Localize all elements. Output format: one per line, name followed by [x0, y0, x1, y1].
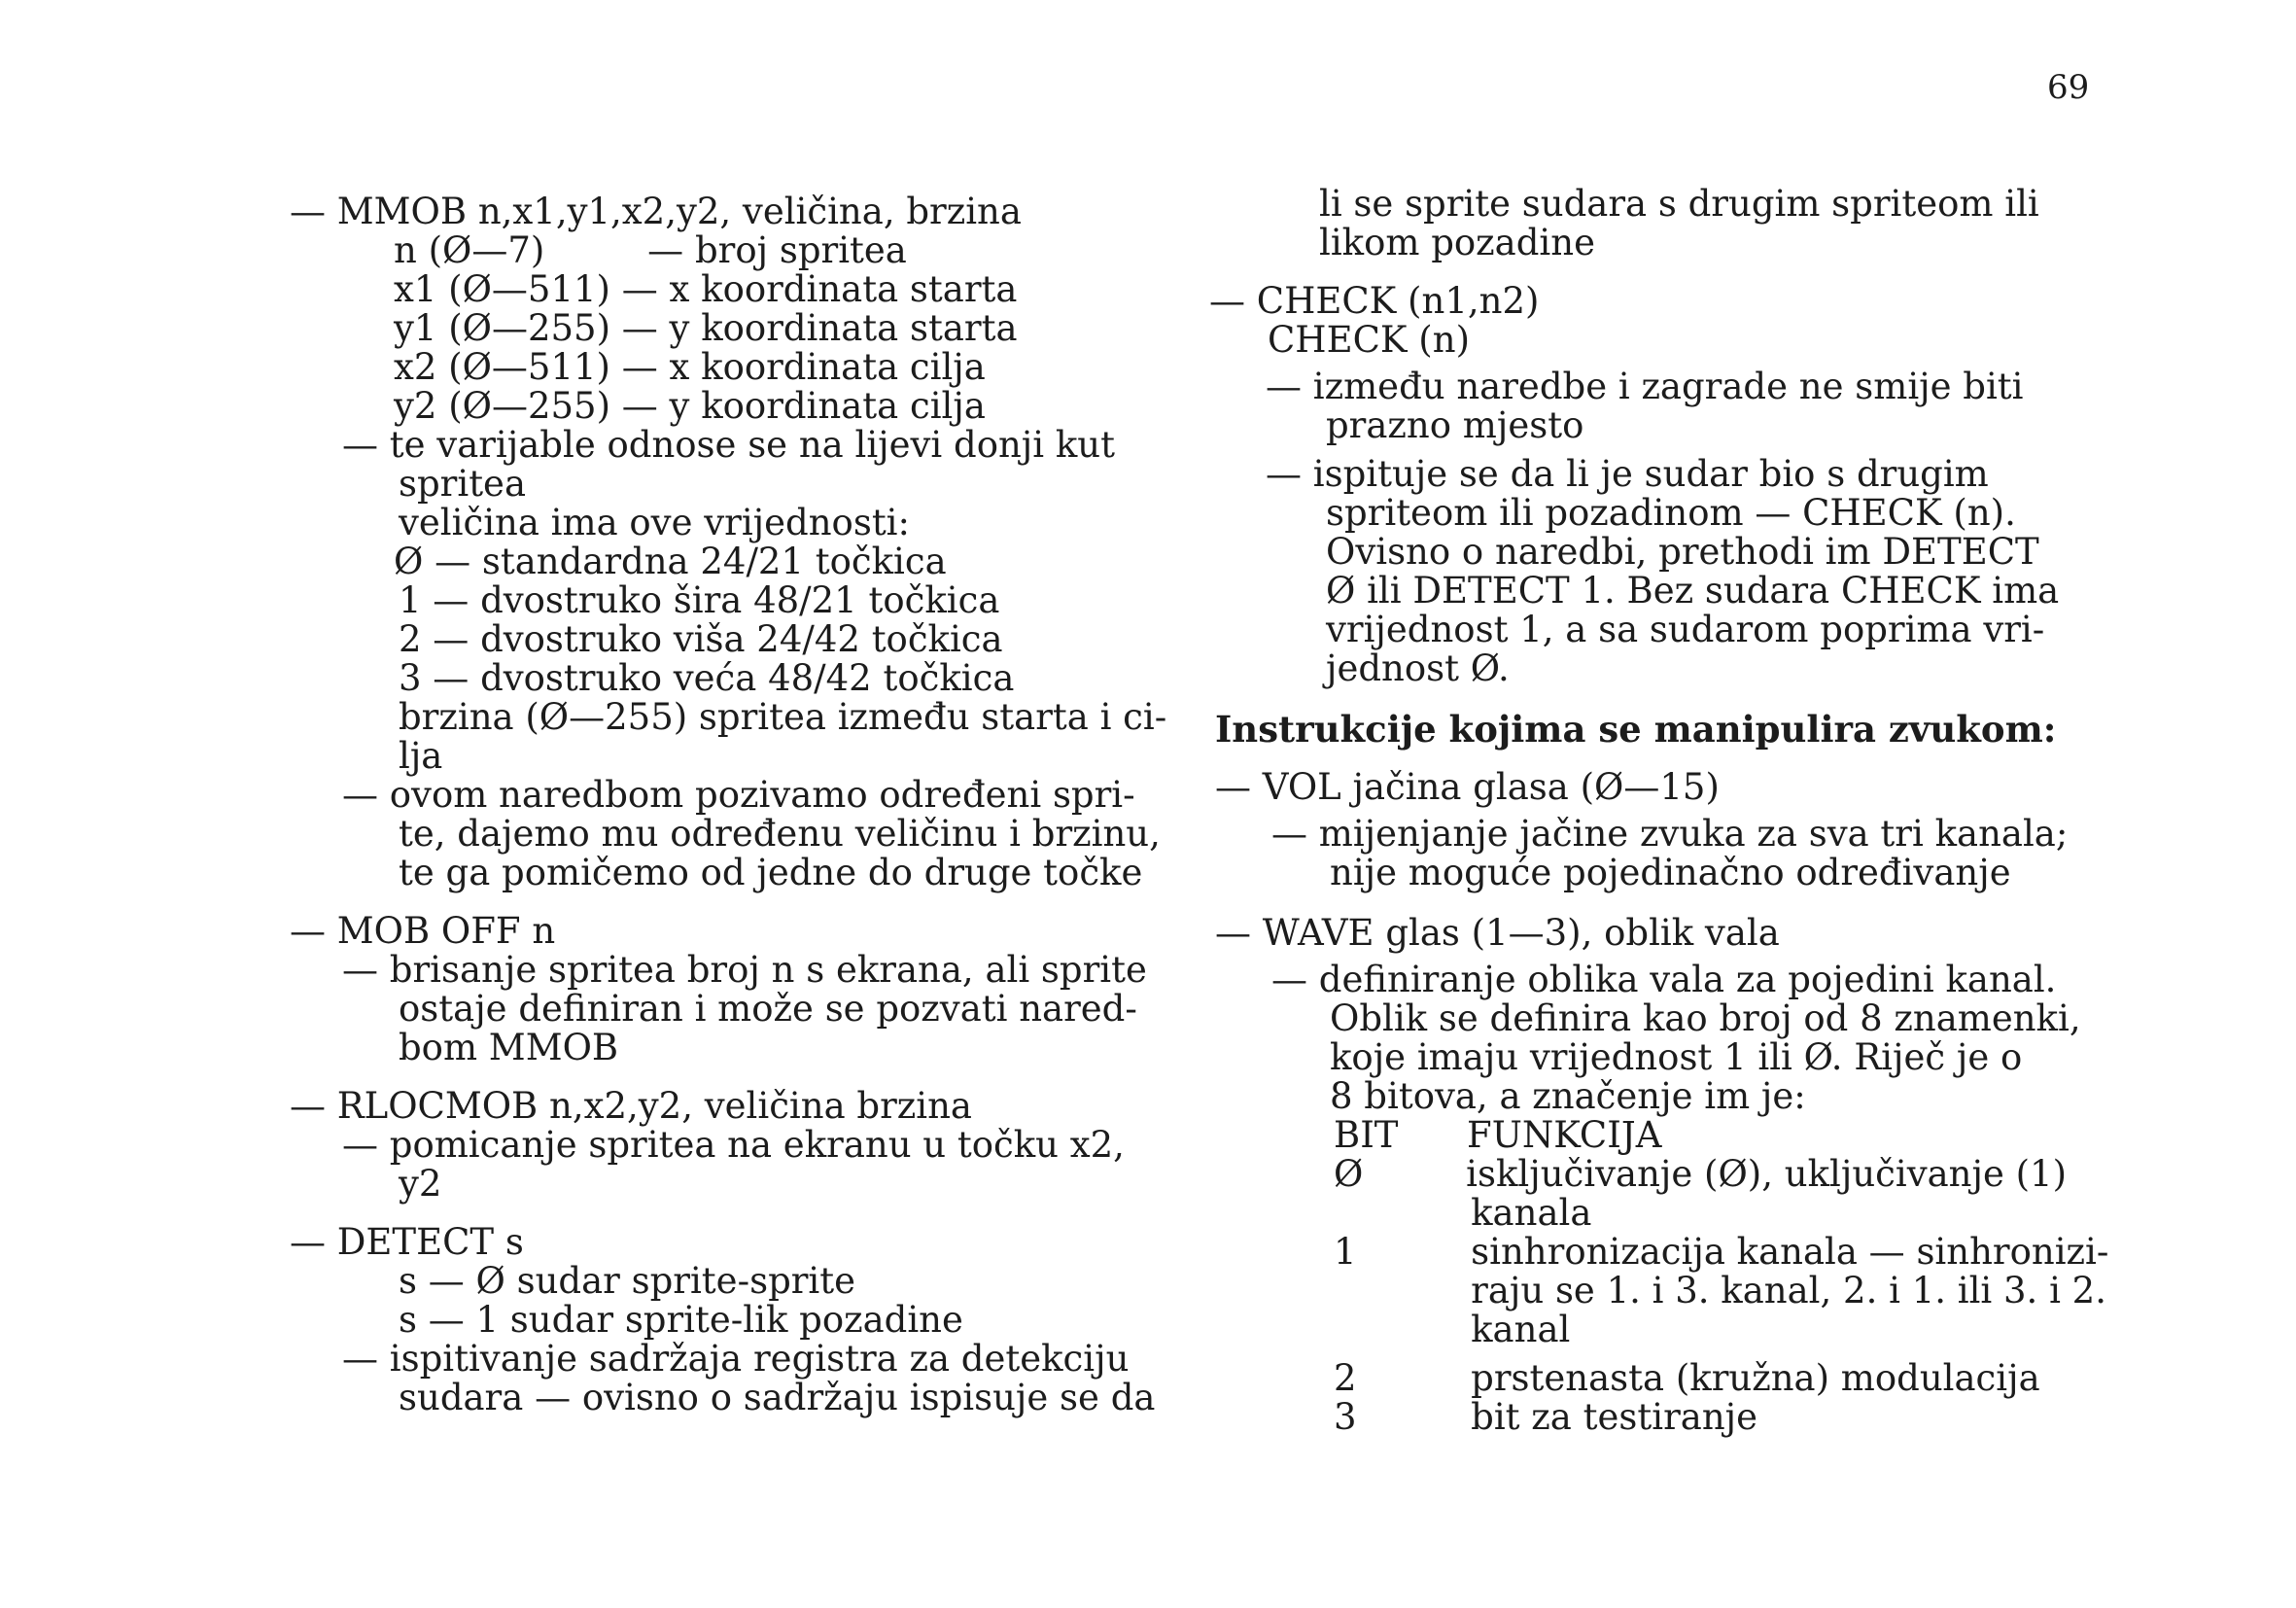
left-column-line: s — Ø sudar sprite-sprite	[399, 1260, 856, 1302]
right-column-line: likom pozadine	[1319, 222, 1595, 263]
left-column-line: 3 — dvostruko veća 48/42 točkica	[399, 657, 1015, 699]
left-column-line: te, dajemo mu određenu veličinu i brzinu,	[399, 813, 1161, 855]
right-column-line: Ø isključivanje (Ø), uključivanje (1)	[1334, 1153, 2068, 1195]
right-column-line: — CHECK (n1,n2)	[1209, 280, 1540, 322]
left-column-line: 2 — dvostruko viša 24/42 točkica	[399, 618, 1003, 660]
left-column-line: — brisanje spritea broj n s ekrana, ali sprite	[342, 949, 1147, 991]
right-column-line: kanala	[1334, 1192, 1592, 1234]
left-column-line: sudara — ovisno o sadržaju ispisuje se da	[399, 1377, 1156, 1418]
right-column-line: koje imaju vrijednost 1 ili Ø. Riječ je o	[1330, 1036, 2023, 1078]
left-column-line: — DETECT s	[290, 1221, 524, 1263]
right-column-line: — mijenjanje jačine zvuka za sva tri kanala;	[1271, 813, 2069, 855]
right-column-line: BIT FUNKCIJA	[1334, 1114, 1662, 1156]
left-column-line: spritea	[399, 463, 527, 505]
left-column-line: y2 (Ø—255) — y koordinata cilja	[394, 385, 986, 427]
left-column-line: — MOB OFF n	[290, 910, 556, 952]
right-column-line: prazno mjesto	[1326, 404, 1584, 446]
right-column-line: vrijednost 1, a sa sudarom poprima vri-	[1326, 609, 2045, 650]
right-column-line: nije moguće pojedinačno određivanje	[1330, 852, 2011, 893]
right-column-line: — definiranje oblika vala za pojedini kanal.	[1271, 959, 2057, 1000]
left-column-line: brzina (Ø—255) spritea između starta i ci-	[399, 696, 1167, 738]
right-column-line: 1 sinhronizacija kanala — sinhronizi-	[1334, 1231, 2109, 1273]
left-column-line: x2 (Ø—511) — x koordinata cilja	[394, 346, 986, 388]
left-column-line: s — 1 sudar sprite-lik pozadine	[399, 1299, 963, 1341]
left-column-line: — te varijable odnose se na lijevi donji kut	[342, 424, 1115, 466]
right-column-line: 8 bitova, a značenje im je:	[1330, 1075, 1806, 1117]
right-column-line: — VOL jačina glasa (Ø—15)	[1215, 766, 1720, 808]
left-column-line: — MMOB n,x1,y1,x2,y2, veličina, brzina	[290, 191, 1022, 232]
left-column-line: y2	[399, 1163, 442, 1205]
right-column-line: Ovisno o naredbi, prethodi im DETECT	[1326, 531, 2039, 573]
right-column-line: — ispituje se da li je sudar bio s drugim	[1266, 453, 1989, 495]
left-column-line: Ø — standardna 24/21 točkica	[394, 541, 947, 582]
page-number: 69	[2047, 68, 2090, 107]
right-column-line: Oblik se definira kao broj od 8 znamenki,	[1330, 997, 2081, 1039]
right-column-line: jednost Ø.	[1326, 647, 1510, 689]
right-column-line: raju se 1. i 3. kanal, 2. i 1. ili 3. i 2.	[1334, 1270, 2106, 1311]
left-column-line: — ispitivanje sadržaja registra za detekciju	[342, 1338, 1130, 1380]
right-column-line: kanal	[1334, 1309, 1571, 1350]
left-column-line: y1 (Ø—255) — y koordinata starta	[394, 307, 1018, 349]
right-column-line: — između naredbe i zagrade ne smije biti	[1266, 366, 2024, 407]
right-column-line: li se sprite sudara s drugim spriteom ili	[1319, 183, 2039, 225]
left-column-line: lja	[399, 735, 443, 777]
right-column-line: 2 prstenasta (kružna) modulacija	[1334, 1357, 2040, 1399]
right-column-line: CHECK (n)	[1268, 319, 1470, 361]
right-column-line: Instrukcije kojima se manipulira zvukom:	[1215, 708, 2057, 751]
left-column-line: — pomicanje spritea na ekranu u točku x2,	[342, 1124, 1125, 1166]
right-column-line: 3 bit za testiranje	[1334, 1396, 1758, 1438]
right-column-line: Ø ili DETECT 1. Bez sudara CHECK ima	[1326, 570, 2060, 612]
left-column-line: ostaje definiran i može se pozvati nared-	[399, 988, 1137, 1030]
left-column-line: te ga pomičemo od jedne do druge točke	[399, 852, 1143, 893]
left-column-line: bom MMOB	[399, 1027, 619, 1068]
right-column-line: spriteom ili pozadinom — CHECK (n).	[1326, 492, 2016, 534]
left-column-line: n (Ø—7) — broj spritea	[394, 229, 907, 271]
left-column-line: — ovom naredbom pozivamo određeni spri-	[342, 774, 1135, 816]
left-column-line: 1 — dvostruko šira 48/21 točkica	[399, 579, 1000, 621]
left-column-line: x1 (Ø—511) — x koordinata starta	[394, 268, 1018, 310]
left-column-line: veličina ima ove vrijednosti:	[399, 502, 910, 543]
right-column-line: — WAVE glas (1—3), oblik vala	[1215, 912, 1780, 954]
left-column-line: — RLOCMOB n,x2,y2, veličina brzina	[290, 1085, 972, 1127]
